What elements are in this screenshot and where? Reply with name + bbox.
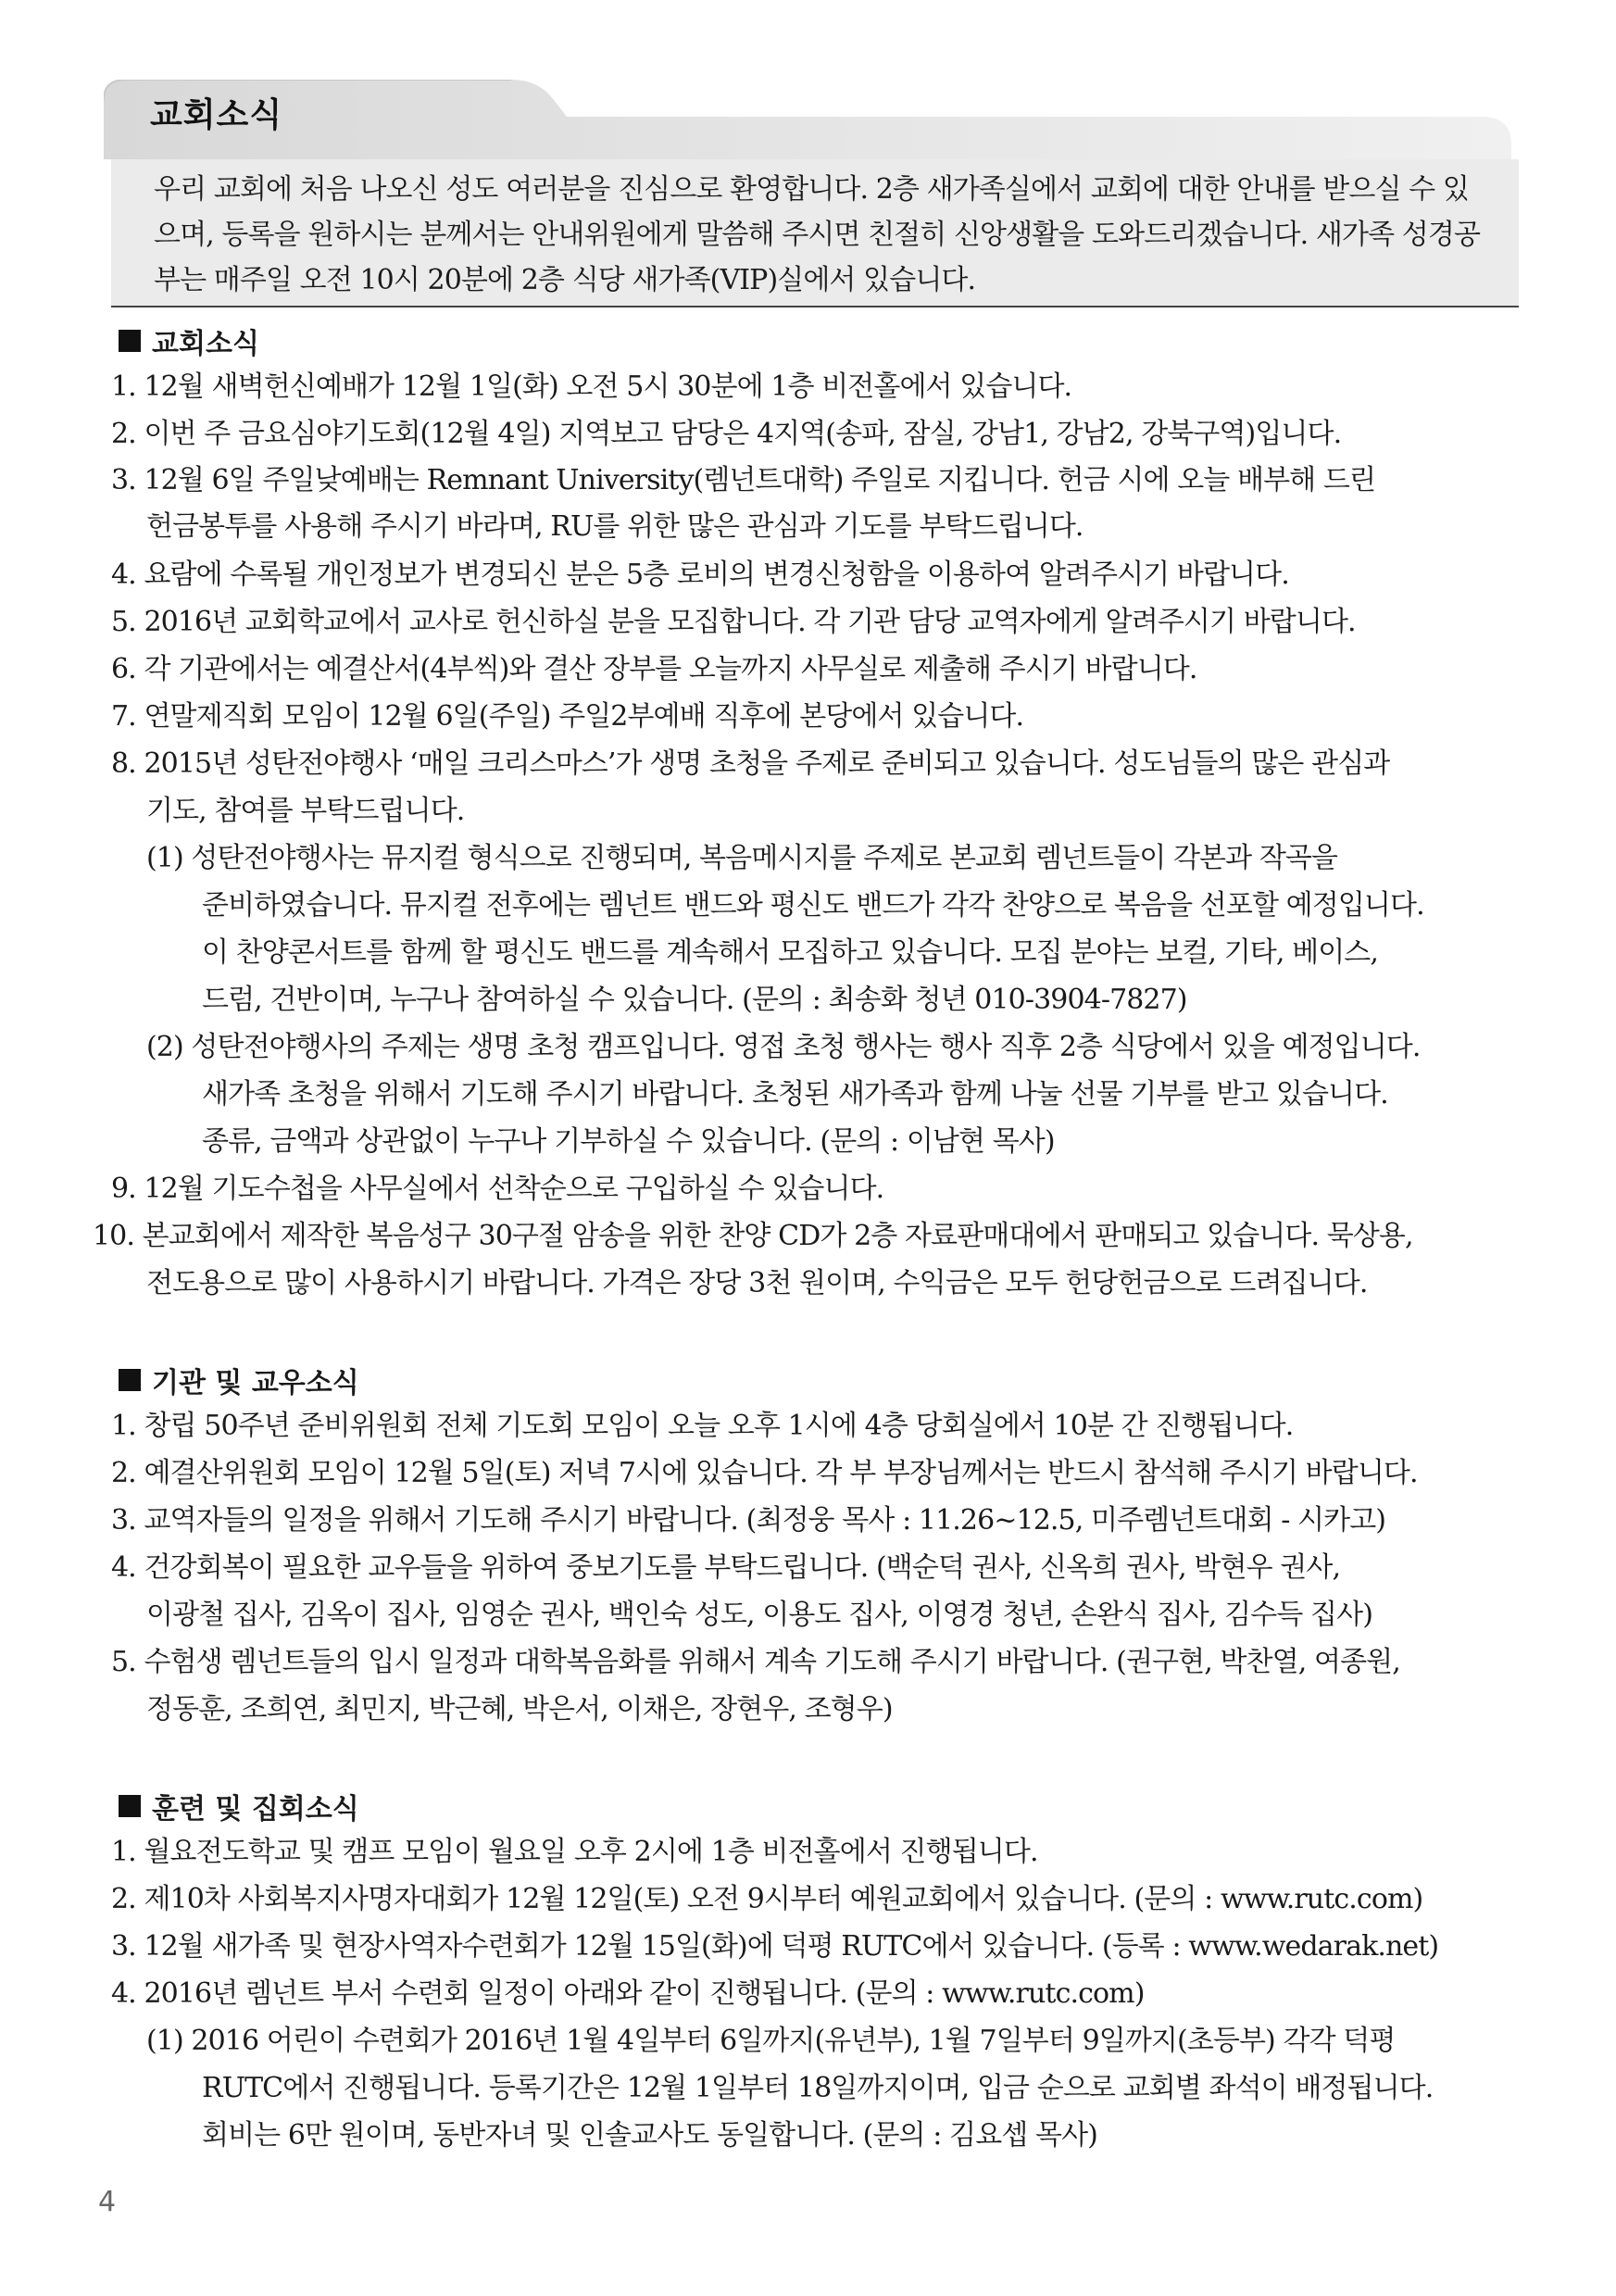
- list-item: 4. 요람에 수록될 개인정보가 변경되신 분은 5층 로비의 변경신청함을 이용하여 알려주시기 바랍니다.: [111, 558, 1289, 591]
- sub-item-continuation: 새가족 초청을 위해서 기도해 주시기 바랍니다. 초청된 새가족과 함께 나눌 선물 기부를 받고 있습니다.: [202, 1078, 1388, 1110]
- list-item-continuation: 기도, 참여를 부탁드립니다.: [146, 795, 465, 827]
- list-item-continuation: 전도용으로 많이 사용하시기 바랍니다. 가격은 장당 3천 원이며, 수익금은 모두 헌당헌금으로 드려집니다.: [146, 1267, 1368, 1299]
- list-item: 2. 제10차 사회복지사명자대회가 12월 12일(토) 오전 9시부터 예원교회에서 있습니다. (문의 : www.rutc.com): [111, 1883, 1423, 1915]
- square-bullet-icon: [119, 1795, 141, 1817]
- list-item: 9. 12월 기도수첩을 사무실에서 선착순으로 구입하실 수 있습니다.: [111, 1173, 884, 1205]
- section-heading-church-news: [119, 320, 259, 361]
- list-item: 3. 12월 새가족 및 현장사역자수련회가 12월 15일(화)에 덕평 RUTC에서 있습니다. (등록 : www.wedarak.net): [111, 1930, 1439, 1963]
- sub-item-continuation: RUTC에서 진행됩니다. 등록기간은 12월 1일부터 18일까지이며, 입금 순으로 교회별 좌석이 배정됩니다.: [202, 2072, 1434, 2104]
- sub-item: (1) 2016 어린이 수련회가 2016년 1월 4일부터 6일까지(유년부), 1월 7일부터 9일까지(초등부) 각각 덕평: [146, 2025, 1396, 2057]
- sub-item-continuation: 준비하였습니다. 뮤지컬 전후에는 렘넌트 밴드와 평신도 밴드가 각각 찬양으로 복음을 선포할 예정입니다.: [202, 889, 1424, 922]
- list-item-continuation: 헌금봉투를 사용해 주시기 바라며, RU를 위한 많은 관심과 기도를 부탁드립니다.: [146, 510, 1084, 543]
- welcome-text: 우리 교회에 처음 나오신 성도 여러분을 진심으로 환영합니다. 2층 새가족실에서 교회에 대한 안내를 받으실 수 있으며, 등록을 원하시는 분께서는 안내위원에게 말씀해 주시면 친절히 신앙생활을 도와드리겠습니다. 새가족 성경공부는 매주일 오전 10시 20분에 2층 식당 새가족(VIP)실에서 있습니다.: [154, 173, 1481, 296]
- sub-item: (2) 성탄전야행사의 주제는 생명 초청 캠프입니다. 영접 초청 행사는 행사 직후 2층 식당에서 있을 예정입니다.: [146, 1031, 1421, 1063]
- square-bullet-icon: [119, 1369, 141, 1391]
- list-item: 2. 예결산위원회 모임이 12월 5일(토) 저녁 7시에 있습니다. 각 부 부장님께서는 반드시 참석해 주시기 바랍니다.: [111, 1457, 1418, 1489]
- list-item: 1. 월요전도학교 및 캠프 모임이 월요일 오후 2시에 1층 비전홀에서 진행됩니다.: [111, 1836, 1038, 1868]
- list-item: 1. 창립 50주년 준비위원회 전체 기도회 모임이 오늘 오후 1시에 4층 당회실에서 10분 간 진행됩니다.: [111, 1410, 1294, 1442]
- page-title: 교회소식: [150, 96, 283, 134]
- list-item: 10. 본교회에서 제작한 복음성구 30구절 암송을 위한 찬양 CD가 2층 자료판매대에서 판매되고 있습니다. 묵상용,: [93, 1220, 1413, 1252]
- page-number: 4: [98, 2186, 117, 2218]
- sub-item-continuation: 드럼, 건반이며, 누구나 참여하실 수 있습니다. (문의 : 최송화 청년 010-3904-7827): [202, 984, 1187, 1016]
- square-bullet-icon: [119, 330, 141, 352]
- list-item: 5. 수험생 렘넌트들의 입시 일정과 대학복음화를 위해서 계속 기도해 주시기 바랍니다. (권구현, 박찬열, 여종원,: [111, 1646, 1400, 1678]
- header-tab-shape: [104, 80, 1511, 159]
- list-item: 6. 각 기관에서는 예결산서(4부씩)와 결산 장부를 오늘까지 사무실로 제출해 주시기 바랍니다.: [111, 653, 1197, 685]
- list-item: 4. 건강회복이 필요한 교우들을 위하여 중보기도를 부탁드립니다. (백순덕 권사, 신옥희 권사, 박현우 권사,: [111, 1551, 1341, 1584]
- list-item: 1. 12월 새벽헌신예배가 12월 1일(화) 오전 5시 30분에 1층 비전홀에서 있습니다.: [111, 370, 1072, 403]
- sub-item: (1) 성탄전야행사는 뮤지컬 형식으로 진행되며, 복음메시지를 주제로 본교회 렘넌트들이 각본과 작곡을: [146, 842, 1338, 874]
- list-item-continuation: 정동훈, 조희연, 최민지, 박근혜, 박은서, 이채은, 장현우, 조형우): [146, 1693, 893, 1725]
- section-heading-training-news: [119, 1786, 359, 1826]
- list-item: 3. 교역자들의 일정을 위해서 기도해 주시기 바랍니다. (최정웅 목사 : 11.26~12.5, 미주렘넌트대회 - 시카고): [111, 1504, 1386, 1537]
- section-title: 기관 및 교우소식: [152, 1367, 359, 1399]
- list-item: 5. 2016년 교회학교에서 교사로 헌신하실 분을 모집합니다. 각 기관 담당 교역자에게 알려주시기 바랍니다.: [111, 606, 1356, 638]
- section-heading-members-news: [119, 1360, 359, 1400]
- sub-item-continuation: 종류, 금액과 상관없이 누구나 기부하실 수 있습니다. (문의 : 이남현 목사): [202, 1125, 1055, 1158]
- welcome-box: [111, 159, 1519, 307]
- section-title: 교회소식: [152, 328, 259, 360]
- list-item: 2. 이번 주 금요심야기도회(12월 4일) 지역보고 담당은 4지역(송파, 잠실, 강남1, 강남2, 강북구역)입니다.: [111, 418, 1342, 450]
- list-item: 3. 12월 6일 주일낮예배는 Remnant University(렘넌트대학) 주일로 지킵니다. 헌금 시에 오늘 배부해 드린: [111, 464, 1376, 496]
- section-title: 훈련 및 집회소식: [152, 1793, 359, 1826]
- list-item-continuation: 이광철 집사, 김옥이 집사, 임영순 권사, 백인숙 성도, 이용도 집사, 이영경 청년, 손완식 집사, 김수득 집사): [146, 1599, 1372, 1631]
- list-item: 7. 연말제직회 모임이 12월 6일(주일) 주일2부예배 직후에 본당에서 있습니다.: [111, 700, 1024, 733]
- sub-item-continuation: 회비는 6만 원이며, 동반자녀 및 인솔교사도 동일합니다. (문의 : 김요셉 목사): [202, 2119, 1097, 2152]
- list-item: 8. 2015년 성탄전야행사 ‘매일 크리스마스’가 생명 초청을 주제로 준비되고 있습니다. 성도님들의 많은 관심과: [111, 747, 1390, 780]
- sub-item-continuation: 이 찬양콘서트를 함께 할 평신도 밴드를 계속해서 모집하고 있습니다. 모집 분야는 보컬, 기타, 베이스,: [202, 936, 1379, 969]
- list-item: 4. 2016년 렘넌트 부서 수련회 일정이 아래와 같이 진행됩니다. (문의 : www.rutc.com): [111, 1977, 1145, 2010]
